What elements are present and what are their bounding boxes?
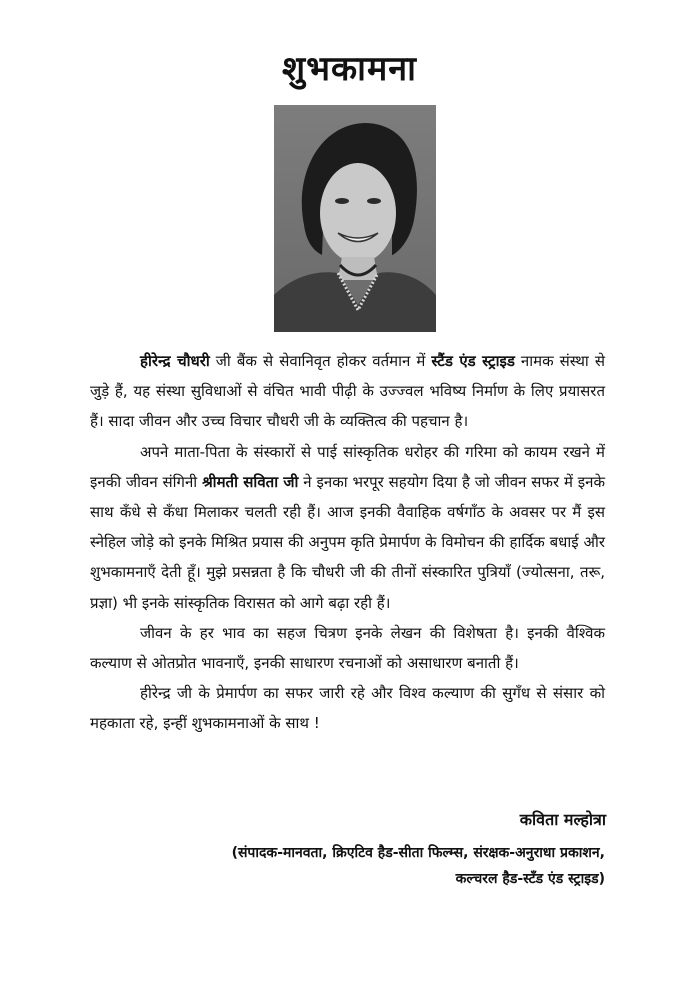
paragraph-family: अपने माता-पिता के संस्कारों से पाई सांस्कृतिक धरोहर की गरिमा को कायम रखने में इनकी जीवन संगिनी श्रीमती सविता जी ने इनका भरपूर सहयोग दिया है जो जीवन सफर में इनके साथ कँधे से कँधा मिलाकर चलती रही हैं। आज इनकी वैवाहिक वर्षगाँठ के अवसर पर मैं इस स्नेहिल जोड़े को इनके मिश्रित प्रयास की अनुपम कृति प्रेमार्पण के विमोचन की हार्दिक बधाई और शुभकामनाएँ देती हूँ। मुझे प्रसन्नता है कि चौधरी जी की तीनों संस्कारित पुत्रियाँ (ज्योत्सना, तरू, प्रज्ञा) भी इनके सांस्कृतिक विरासत को आगे बढ़ा रही हैं। [90, 442, 605, 612]
signature-name: कविता मल्होत्रा [519, 810, 606, 829]
paragraph-writing: जीवन के हर भाव का सहज चित्रण इनके लेखन की विशेषता है। इनकी वैश्विक कल्याण से ओतप्रोत भावनाएँ, इनकी साधारण रचनाओं को असाधारण बनाती हैं। [90, 623, 605, 673]
organization-name: स्टैंड एंड स्ट्राइड [431, 352, 515, 370]
paragraph-intro: हीरेन्द्र चौधरी जी बैंक से सेवानिवृत होकर वर्तमान में स्टैंड एंड स्ट्राइड नामक संस्था से जुड़े हैं, यह संस्था सुविधाओं से वंचित भावी पीढ़ी के उज्ज्वल भविष्य निर्माण के लिए प्रयासरत हैं। सादा जीवन और उच्च विचार चौधरी जी के व्यक्तित्व की पहचान है। [90, 352, 605, 431]
message-body [90, 346, 605, 739]
portrait-image [274, 105, 436, 332]
spouse-name: श्रीमती सविता जी [202, 472, 299, 491]
page-title: शुभकामना [282, 49, 417, 89]
paragraph-wishes: हीरेन्द्र जी के प्रेमार्पण का सफर जारी रहे और विश्व कल्याण की सुगँध से संसार को महकाता रहे, इन्हीं शुभकामनाओं के साथ ! [90, 684, 605, 733]
portrait-photo [274, 105, 436, 332]
signature-designation: (संपादक-मानवता, क्रिएटिव हैड-सीता फिल्म्स, संरक्षक-अनुराधा प्रकाशन, कल्चरल हैड-स्टँड एंड स्ट्राइड) [231, 845, 605, 887]
honoree-name: हीरेन्द्र चौधरी [140, 352, 210, 370]
